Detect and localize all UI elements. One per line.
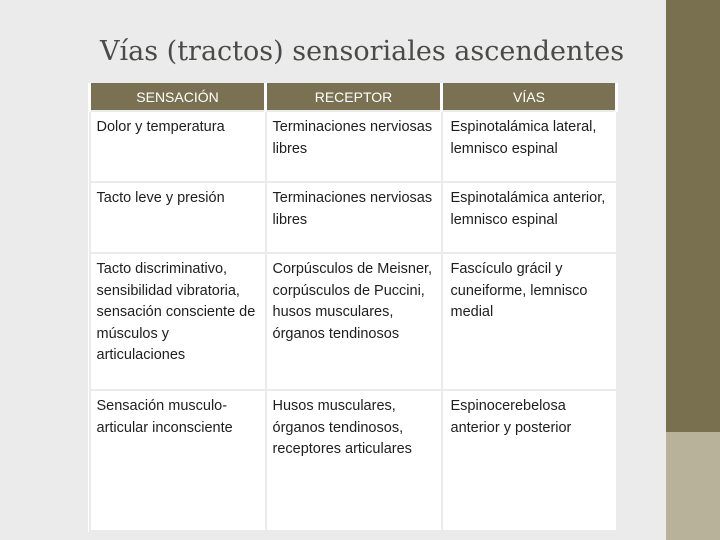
page-title: Vías (tractos) sensoriales ascendentes [100, 36, 625, 67]
sensory-pathways-table [88, 83, 618, 532]
cell-sensacion: Tacto leve y presión [90, 182, 266, 253]
table-row [90, 182, 617, 253]
header-sensacion: SENSACIÓN [90, 83, 266, 111]
table-row [90, 111, 617, 182]
cell-sensacion: Tacto discriminativo, sensibilidad vibratoria, sensación consciente de músculos y articulaciones [90, 253, 266, 390]
decorative-side-bar-accent [666, 432, 720, 540]
cell-receptor: Husos musculares, órganos tendinosos, receptores articulares [266, 390, 442, 531]
table-row [90, 390, 617, 531]
cell-via: Espinotalámica lateral, lemnisco espinal [442, 111, 617, 182]
cell-sensacion: Dolor y temperatura [90, 111, 266, 182]
cell-receptor: Terminaciones nerviosas libres [266, 182, 442, 253]
cell-sensacion: Sensación musculo-articular inconsciente [90, 390, 266, 531]
cell-via: Fascículo grácil y cuneiforme, lemnisco medial [442, 253, 617, 390]
cell-via: Espinocerebelosa anterior y posterior [442, 390, 617, 531]
cell-via: Espinotalámica anterior, lemnisco espinal [442, 182, 617, 253]
table-row [90, 253, 617, 390]
header-vias: VÍAS [442, 83, 617, 111]
cell-receptor: Corpúsculos de Meisner, corpúsculos de Puccini, husos musculares, órganos tendinosos [266, 253, 442, 390]
header-receptor: RECEPTOR [266, 83, 442, 111]
table-header-row [90, 83, 617, 111]
cell-receptor: Terminaciones nerviosas libres [266, 111, 442, 182]
